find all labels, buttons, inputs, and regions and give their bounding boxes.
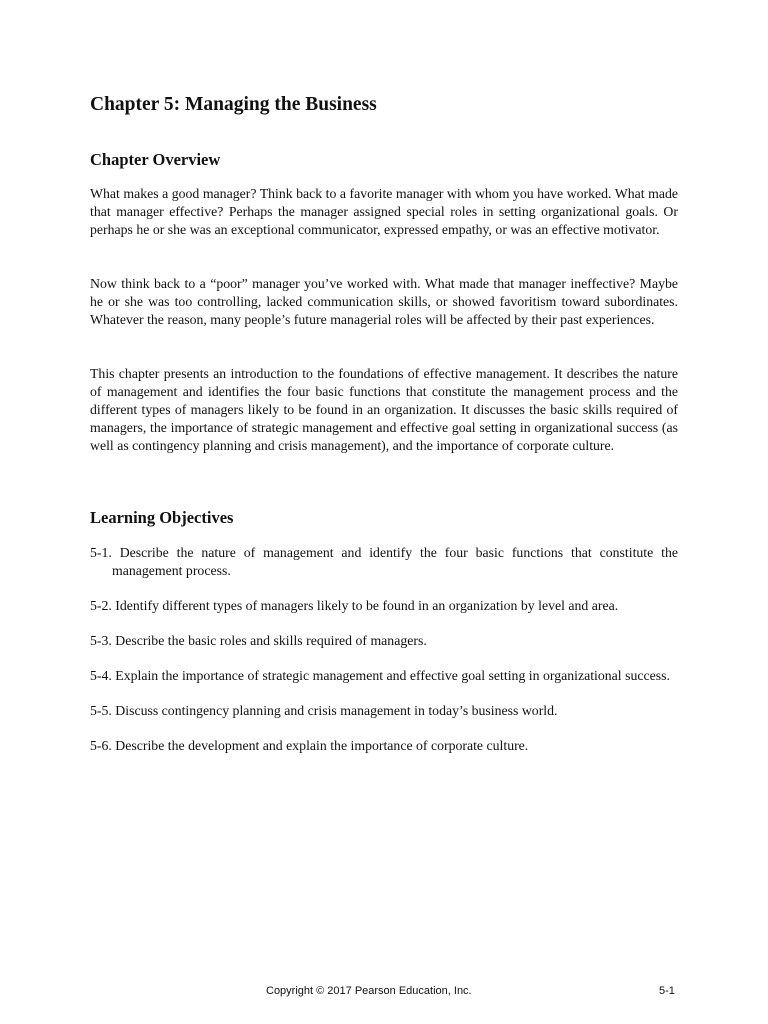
learning-objective-5-2: 5-2. Identify different types of managers likely to be found in an organization by level and area. [90, 598, 619, 613]
chapter-overview-heading: Chapter Overview [90, 150, 221, 169]
copyright-notice: Copyright © 2017 Pearson Education, Inc. [266, 985, 472, 997]
page-number: 5-1 [659, 985, 675, 997]
learning-objective-5-4: 5-4. Explain the importance of strategic management and effective goal setting in organizational success. [90, 668, 670, 683]
overview-paragraph-2: Now think back to a “poor” manager you’ve worked with. What made that manager ineffective? Maybe he or she was too controlling, lacked communication skills, or showed favoritism toward subordinates. Whatever the reason, many people’s future managerial roles will be affected by their past experiences. [90, 276, 678, 327]
page-footer [0, 985, 768, 1003]
learning-objectives-heading: Learning Objectives [90, 508, 234, 527]
learning-objectives-list [90, 544, 678, 772]
overview-paragraph-3: This chapter presents an introduction to the foundations of effective management. It describes the nature of management and identifies the four basic functions that constitute the management process and the different types of managers likely to be found in an organization. It discusses the basic skills required of managers, the importance of strategic management and effective goal setting in organizational success (as well as contingency planning and crisis management), and the importance of corporate culture. [90, 366, 678, 453]
learning-objective-5-5: 5-5. Discuss contingency planning and crisis management in today’s business world. [90, 703, 558, 718]
overview-paragraph-1: What makes a good manager? Think back to a favorite manager with whom you have worked. What made that manager effective? Perhaps the manager assigned special roles in setting organizational goals. Or perhaps he or she was an exceptional communicator, expressed empathy, or was an effective motivator. [90, 186, 678, 237]
chapter-title: Chapter 5: Managing the Business [90, 94, 377, 115]
learning-objective-5-6: 5-6. Describe the development and explain the importance of corporate culture. [90, 738, 529, 753]
learning-objective-5-3: 5-3. Describe the basic roles and skills required of managers. [90, 633, 427, 648]
learning-objective-5-1: 5-1. Describe the nature of management and identify the four basic functions that constitute the management process. [90, 545, 678, 578]
